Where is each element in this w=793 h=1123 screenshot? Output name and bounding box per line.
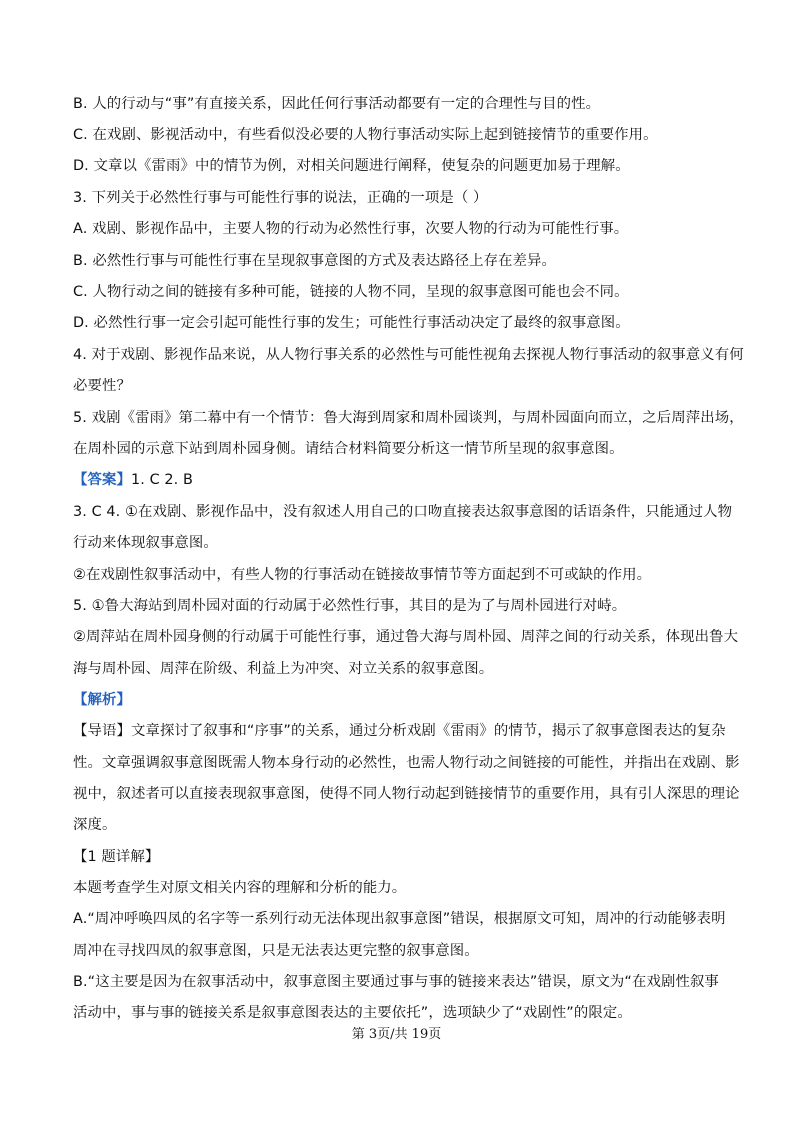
line-text: C. 在戏剧、影视活动中，有些看似没必要的人物行事活动实际上起到链接情节的重要作用。 — [73, 127, 658, 143]
text-line — [73, 910, 725, 928]
line-text: 5. ①鲁大海站到周朴园对面的行动属于必然性行事，其目的是为了与周朴园进行对峙。 — [73, 598, 627, 614]
line-text: D. 文章以《雷雨》中的情节为例，对相关问题进行阐释，使复杂的问题更加易于理解。 — [73, 158, 630, 174]
text-line — [73, 785, 740, 803]
line-text: 3. C 4. ①在戏剧、影视作品中，没有叙述人用自己的口吻直接表达叙事意图的话语条件，只能通过人物 — [73, 504, 733, 520]
line-text: 在周朴园的示意下站到周朴园身侧。请结合材料简要分析这一情节所呈现的叙事意图。 — [73, 441, 624, 457]
text-line — [73, 220, 725, 238]
line-text: 性。文章强调叙事意图既需人物本身行动的必然性，也需人物行动之间链接的可能性，并指出在戏剧、影 — [73, 755, 740, 771]
line-text: 本题考查学生对原文相关内容的理解和分析的能力。 — [73, 880, 407, 896]
text-line — [73, 157, 725, 175]
text-line — [73, 879, 725, 897]
text-line — [73, 440, 725, 458]
text-line — [73, 409, 744, 427]
text-line — [73, 534, 725, 552]
line-text: A. 戏剧、影视作品中，主要人物的行动为必然性行事，次要人物的行动为可能性行事。 — [73, 221, 629, 237]
line-text: 周冲在寻找四凤的叙事意图，只是无法表达更完整的叙事意图。 — [73, 943, 479, 959]
text-line — [73, 942, 725, 960]
text-line — [73, 126, 725, 144]
line-text: 4. 对于戏剧、影视作品来说，从人物行事关系的必然性与可能性视角去探视人物行事活动的叙事意义有何 — [73, 347, 744, 363]
line-text: 必要性？ — [73, 378, 131, 394]
line-text: 【1 题详解】 — [73, 849, 160, 865]
text-line — [73, 252, 725, 270]
line-text: D. 必然性行事一定会引起可能性行事的发生；可能性行事活动决定了最终的叙事意图。 — [73, 315, 630, 331]
text-line — [73, 377, 725, 395]
text-line — [73, 566, 725, 584]
text-line — [73, 503, 733, 521]
line-text: A.“周冲呼唤四凤的名字等一系列行动无法体现出叙事意图”错误，根据原文可知，周冲的行动能够表明 — [73, 911, 726, 927]
text-line — [73, 346, 744, 364]
line-text: 3. 下列关于必然性行事与可能性行事的说法，正确的一项是（ ） — [73, 190, 488, 206]
text-line — [73, 722, 725, 740]
text-line — [73, 189, 725, 207]
text-line — [73, 660, 725, 678]
line-text: 海与周朴园、周萍在阶级、利益上为冲突、对立关系的叙事意图。 — [73, 661, 494, 677]
text-line — [73, 1004, 725, 1022]
text-line — [73, 314, 725, 332]
page-footer: 第 3页/共 19页 — [351, 1027, 442, 1042]
line-text: ②周萍站在周朴园身侧的行动属于可能性行事，通过鲁大海与周朴园、周萍之间的行动关系，体现出鲁大 — [73, 629, 739, 645]
line-text: 【导语】文章探讨了叙事和“序事”的关系，通过分析戏剧《雷雨》的情节，揭示了叙事意图表达的复杂 — [73, 723, 726, 739]
text-line — [73, 973, 725, 991]
line-text: C. 人物行动之间的链接有多种可能，链接的人物不同，呈现的叙事意图可能也会不同。 — [73, 284, 629, 300]
line-text: 5. 戏剧《雷雨》第二幕中有一个情节：鲁大海到周家和周朴园谈判，与周朴园面向而立，之后周萍出场， — [73, 410, 744, 426]
line-text: 视中，叙述者可以直接表现叙事意图，使得不同人物行动起到链接情节的重要作用，具有引人深思的理论 — [73, 786, 740, 802]
section-tag: 【答案】 — [73, 472, 131, 488]
text-line — [73, 95, 725, 113]
text-line — [73, 283, 725, 301]
text-line — [73, 754, 740, 772]
section-tag: 【解析】 — [73, 692, 131, 708]
line-text: 1. C 2. B — [130, 472, 193, 488]
line-text: B. 必然性行事与可能性行事在呈现叙事意图的方式及表达路径上存在差异。 — [73, 253, 557, 269]
text-line — [73, 816, 725, 834]
text-line — [73, 597, 725, 615]
text-line — [73, 848, 725, 866]
line-text: 行动来体现叙事意图。 — [73, 535, 218, 551]
line-text: 深度。 — [73, 817, 117, 833]
line-text: B. 人的行动与“事”有直接关系，因此任何行事活动都要有一定的合理性与目的性。 — [73, 96, 601, 112]
line-text: ②在戏剧性叙事活动中，有些人物的行事活动在链接故事情节等方面起到不可或缺的作用。 — [73, 567, 652, 583]
line-text: B.“这主要是因为在叙事活动中，叙事意图主要通过事与事的链接来表达”错误，原文为“在戏剧性叙事 — [73, 974, 719, 990]
text-line — [73, 691, 725, 709]
text-line — [73, 628, 739, 646]
text-line — [73, 471, 725, 489]
line-text: 活动中，事与事的链接关系是叙事意图表达的主要依托”，选项缺少了“戏剧性”的限定。 — [73, 1005, 632, 1021]
